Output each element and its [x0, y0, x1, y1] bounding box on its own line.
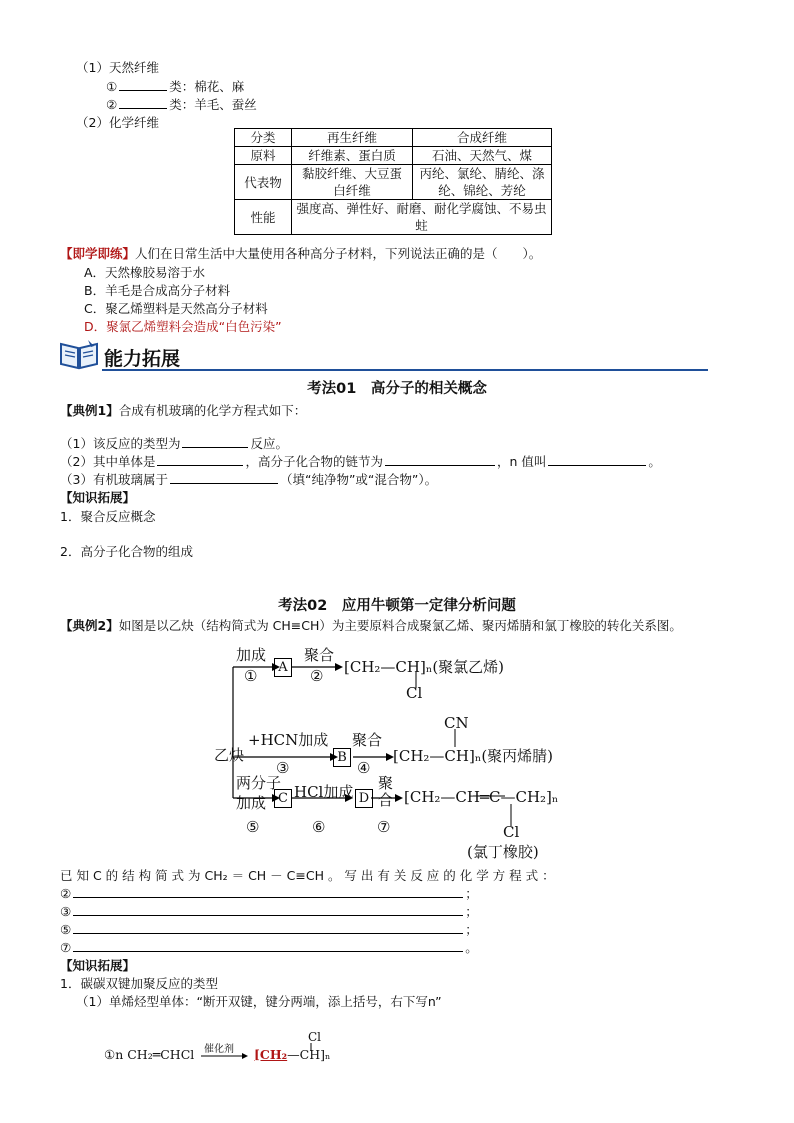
table-cell: 再生纤维	[292, 129, 413, 147]
product-pan: [CH₂—CH]ₙ(聚丙烯腈)	[393, 747, 554, 765]
example1-q2: （2）其中单体是 ，高分子化合物的链节为 ，n 值叫 。	[60, 454, 661, 469]
reaction-label: 聚合	[352, 731, 383, 749]
reaction-label: 聚	[378, 774, 394, 792]
product-pvc: [CH₂—CH]ₙ(聚氯乙烯)	[344, 658, 505, 676]
equation-line: ⑦ 。	[60, 940, 478, 955]
product-chloroprene-name: (氯丁橡胶)	[467, 843, 539, 861]
example1-q1: （1）该反应的类型为 反应。	[60, 436, 288, 451]
reaction-label: 两分子	[236, 774, 282, 792]
box-B: B	[333, 748, 351, 767]
table-cell: 分类	[235, 129, 292, 147]
example1: 【典例1】合成有机玻璃的化学方程式如下：	[60, 403, 307, 418]
reaction-label: 合	[378, 791, 394, 809]
known-statement: 已 知 C 的 结 构 简 式 为 CH₂ ＝ CH － C≡CH 。 写 出 有 关 反 应 的 化 学 方 程 式 ：	[60, 868, 555, 883]
ext-item-sub: （1）单烯烃型单体：“断开双键，键分两端，添上括号，右下写n”	[76, 994, 442, 1009]
option-b[interactable]: B．羊毛是合成高分子材料	[84, 283, 231, 298]
example1-q3: （3）有机玻璃属于 （填“纯净物”或“混合物”）。	[60, 472, 438, 487]
table-cell: 合成纤维	[413, 129, 552, 147]
step-number: ④	[357, 759, 371, 777]
product-pan-substituent: CN	[444, 714, 469, 732]
step-number: ③	[276, 759, 290, 777]
step-number: ⑦	[377, 818, 391, 836]
table-cell: 丙纶、氯纶、腈纶、涤纶、锦纶、芳纶	[413, 165, 552, 200]
box-D: D	[355, 789, 373, 808]
step-number: ②	[310, 667, 324, 685]
ext-item: 1．碳碳双键加聚反应的类型	[60, 976, 218, 991]
knowledge-ext-tag: 【知识拓展】	[60, 490, 136, 505]
step-number: ⑥	[312, 818, 326, 836]
section-title: 能力拓展	[104, 348, 181, 370]
reaction-label: 加成	[236, 646, 267, 664]
table-cell: 代表物	[235, 165, 292, 200]
reaction-label: +HCN加成	[248, 731, 329, 749]
option-a[interactable]: A．天然橡胶易溶于水	[84, 265, 206, 280]
reaction-label: HCl加成	[294, 783, 354, 801]
knowledge-ext-tag: 【知识拓展】	[60, 958, 136, 973]
box-A: A	[274, 658, 292, 677]
table-cell: 纤维素、蛋白质	[292, 147, 413, 165]
product-chloroprene-substituent: Cl	[503, 823, 520, 841]
table-cell: 石油、天然气、煤	[413, 147, 552, 165]
equation-line: ⑤ ；	[60, 922, 478, 937]
ext-item: 1．聚合反应概念	[60, 509, 156, 524]
reaction-label: 加成	[236, 794, 267, 812]
kaofa1-title: 考法01 高分子的相关概念	[307, 381, 487, 397]
option-c[interactable]: C．聚乙烯塑料是天然高分子材料	[84, 301, 268, 316]
eq-substituent: Cl	[308, 1030, 322, 1044]
ext-item: 2．高分子化合物的组成	[60, 544, 193, 559]
table-cell: 黏胶纤维、大豆蛋白纤维	[292, 165, 413, 200]
reaction-label: 聚合	[304, 646, 335, 664]
fill-blank[interactable]	[73, 939, 463, 952]
practice-tag: 【即学即练】	[60, 246, 136, 261]
product-chloroprene-rubber: [CH₂—CH═C—CH₂]ₙ	[404, 788, 559, 806]
polymerization-equation: ①n CH₂═CHCl	[104, 1047, 195, 1062]
item-natural-fiber-a: ① 类：棉花、麻	[106, 79, 245, 94]
option-d-answer[interactable]: D．聚氯乙烯塑料会造成“白色污染”	[84, 319, 282, 334]
fill-blank[interactable]	[73, 921, 463, 934]
step-number: ⑤	[246, 818, 260, 836]
catalyst-label: 催化剂	[204, 1044, 234, 1055]
product-pvc-substituent: Cl	[406, 684, 423, 702]
kaofa2-title: 考法02 应用牛顿第一定律分析问题	[278, 598, 516, 614]
equation-line: ② ；	[60, 886, 478, 901]
box-C: C	[274, 789, 292, 808]
fill-blank[interactable]	[73, 903, 463, 916]
step-number: ①	[244, 667, 258, 685]
polymer-product: [CH₂—CH]ₙ	[254, 1047, 331, 1062]
table-cell: 性能	[235, 200, 292, 235]
equation-line: ③ ；	[60, 904, 478, 919]
table-cell: 原料	[235, 147, 292, 165]
practice-question: 【即学即练】人们在日常生活中大量使用各种高分子材料，下列说法正确的是（ ）。	[60, 246, 542, 261]
reaction-arrow	[200, 1050, 250, 1062]
fill-blank[interactable]	[73, 885, 463, 898]
table-cell: 强度高、弹性好、耐磨、耐化学腐蚀、不易虫蛀	[292, 200, 552, 235]
item-natural-fiber: （1）天然纤维	[76, 60, 159, 75]
example2: 【典例2】如图是以乙炔（结构简式为 CH≡CH）为主要原料合成聚氯乙烯、聚丙烯腈和氯丁橡胶的转化关系图。	[60, 618, 682, 633]
item-chemical-fiber: （2）化学纤维	[76, 115, 159, 130]
item-natural-fiber-b: ② 类：羊毛、蚕丝	[106, 97, 257, 112]
start-acetylene: 乙炔	[214, 746, 245, 764]
